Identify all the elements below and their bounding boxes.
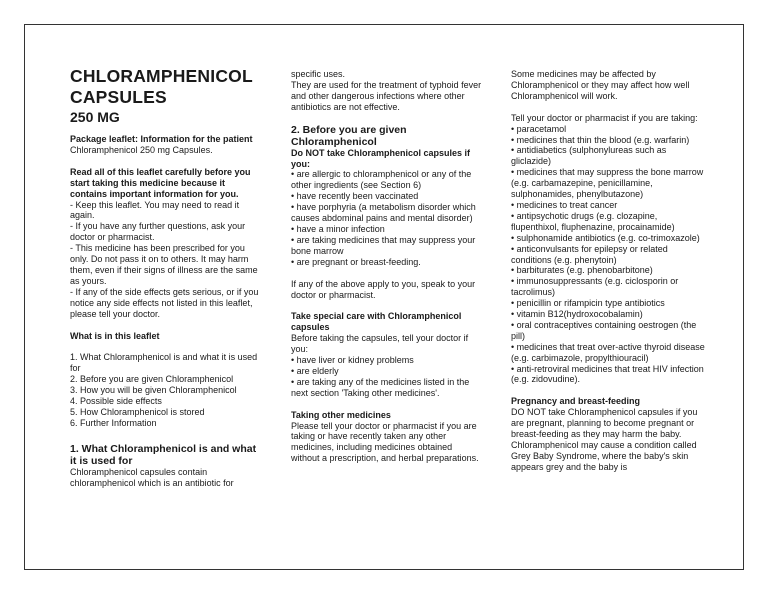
other-medicines-heading: Taking other medicines [291, 409, 391, 420]
contents-item: 6. Further Information [70, 417, 157, 428]
read-all-notice: Read all of this leaflet carefully before you start taking this medicine because it contains important information for you. [70, 166, 251, 199]
column-1 [70, 66, 260, 489]
leaflet-bullet: - This medicine has been prescribed for you only. Do not pass it on to others. It may harm them, even if their signs of illness are the same as yours. [70, 243, 258, 286]
section-1-continued: specific uses. They are used for the treatment of typhoid fever and other dangerous infections where other antibiotics are not effective. [291, 69, 482, 112]
contents-item: 1. What Chloramphenicol is and what it is used for [70, 352, 258, 374]
do-not-item: • have porphyria (a metabolism disorder which causes abdominal pains and mental disorder) [291, 202, 476, 224]
medicine-item: • medicines to treat cancer [511, 199, 618, 210]
leaflet-bullet: - If any of the side effects gets serious, or if you notice any side effects not listed in this leaflet, please tell your doctor. [70, 286, 259, 319]
section-1-text: Chloramphenicol capsules contain chloramphenicol which is an antibiotic for [70, 466, 234, 488]
document-subtitle: 250 MG [70, 109, 120, 125]
do-not-take-heading: Do NOT take Chloramphenicol capsules if you: [291, 147, 471, 169]
column-2 [291, 69, 483, 464]
special-care-heading: Take special care with Chloramphenicol capsules [291, 311, 462, 333]
medicine-item: • sulphonamide antibiotics (e.g. co-trimoxazole) [511, 232, 700, 243]
contents-item: 5. How Chloramphenicol is stored [70, 406, 205, 417]
leaflet-bullet: - If you have any further questions, ask your doctor or pharmacist. [70, 221, 246, 243]
do-not-item: • are allergic to chloramphenicol or any of the other ingredients (see Section 6) [291, 169, 472, 191]
interaction-intro: Some medicines may be affected by Chloramphenicol or they may affect how well Chloramphenicol will work. [511, 69, 690, 101]
special-care-item: • are elderly [291, 365, 339, 376]
special-care-item: • have liver or kidney problems [291, 355, 414, 366]
medicine-item: • penicillin or rifampicin type antibiotics [511, 298, 665, 309]
if-any-apply: If any of the above apply to you, speak to your doctor or pharmacist. [291, 278, 476, 300]
do-not-item: • have a minor infection [291, 223, 385, 234]
section-2-heading: 2. Before you are given Chloramphenicol [291, 123, 407, 148]
column-3 [511, 69, 707, 473]
grey-baby-text: Chloramphenicol may cause a condition called Grey Baby Syndrome, where the baby's skin appears grey and the baby is [511, 440, 697, 472]
contents-heading: What is in this leaflet [70, 330, 160, 341]
medicine-item: • vitamin B12(hydroxocobalamin) [511, 309, 643, 320]
medicine-item: • oral contraceptives containing oestrogen (the pill) [511, 319, 697, 341]
medicine-item: • medicines that treat over-active thyroid disease (e.g. carbimazole, propylthiouracil) [511, 341, 705, 363]
special-care-intro: Before taking the capsules, tell your doctor if you: [291, 333, 469, 355]
medicine-item: • barbiturates (e.g. phenobarbitone) [511, 265, 653, 276]
medicine-item: • immunosuppressants (e.g. ciclosporin or tacrolimus) [511, 276, 679, 298]
contents-item: 3. How you will be given Chloramphenicol [70, 385, 237, 396]
leaflet-bullet: - Keep this leaflet. You may need to read it again. [70, 199, 240, 221]
special-care-item: • are taking any of the medicines listed in the next section 'Taking other medicines'. [291, 376, 470, 398]
pregnancy-heading: Pregnancy and breast-feeding [511, 396, 641, 407]
medicine-item: • medicines that thin the blood (e.g. warfarin) [511, 134, 690, 145]
medicine-item: • anticonvulsants for epilepsy or related conditions (e.g. phenytoin) [511, 243, 668, 265]
medicine-item: • medicines that may suppress the bone marrow (e.g. carbamazepine, penicillamine, sulphonamides, phenylbutazone) [511, 167, 704, 200]
medicine-item: • paracetamol [511, 123, 567, 134]
leaflet-heading: Package leaflet: Information for the patient [70, 134, 253, 144]
do-not-item: • have recently been vaccinated [291, 191, 419, 202]
section-1-heading: 1. What Chloramphenicol is and what it is used for [70, 442, 257, 467]
document-title: CHLORAMPHENICOL CAPSULES [70, 66, 253, 107]
medicine-item: • antipsychotic drugs (e.g. clozapine, flupenthixol, fluphenazine, procainamide) [511, 210, 675, 232]
tell-doctor: Tell your doctor or pharmacist if you are taking: [511, 112, 698, 123]
other-medicines-text: Please tell your doctor or pharmacist if you are taking or have recently taken any other medicines, including medicines obtained without a prescription, and herbal preparations. [291, 420, 479, 464]
do-not-item: • are pregnant or breast-feeding. [291, 256, 421, 267]
leaflet-product: Chloramphenicol 250 mg Capsules. [70, 144, 213, 155]
pregnancy-text: DO NOT take Chloramphenicol capsules if you are pregnant, planning to become pregnant or breast-feeding as they may harm the baby. [511, 407, 698, 440]
contents-item: 2. Before you are given Chloramphenicol [70, 374, 234, 385]
medicine-item: • anti-retroviral medicines that treat HIV infection (e.g. zidovudine). [511, 363, 704, 385]
do-not-item: • are taking medicines that may suppress your bone marrow [291, 234, 476, 256]
contents-item: 4. Possible side effects [70, 396, 162, 407]
medicine-item: • antidiabetics (sulphonylureas such as gliclazide) [511, 145, 667, 167]
